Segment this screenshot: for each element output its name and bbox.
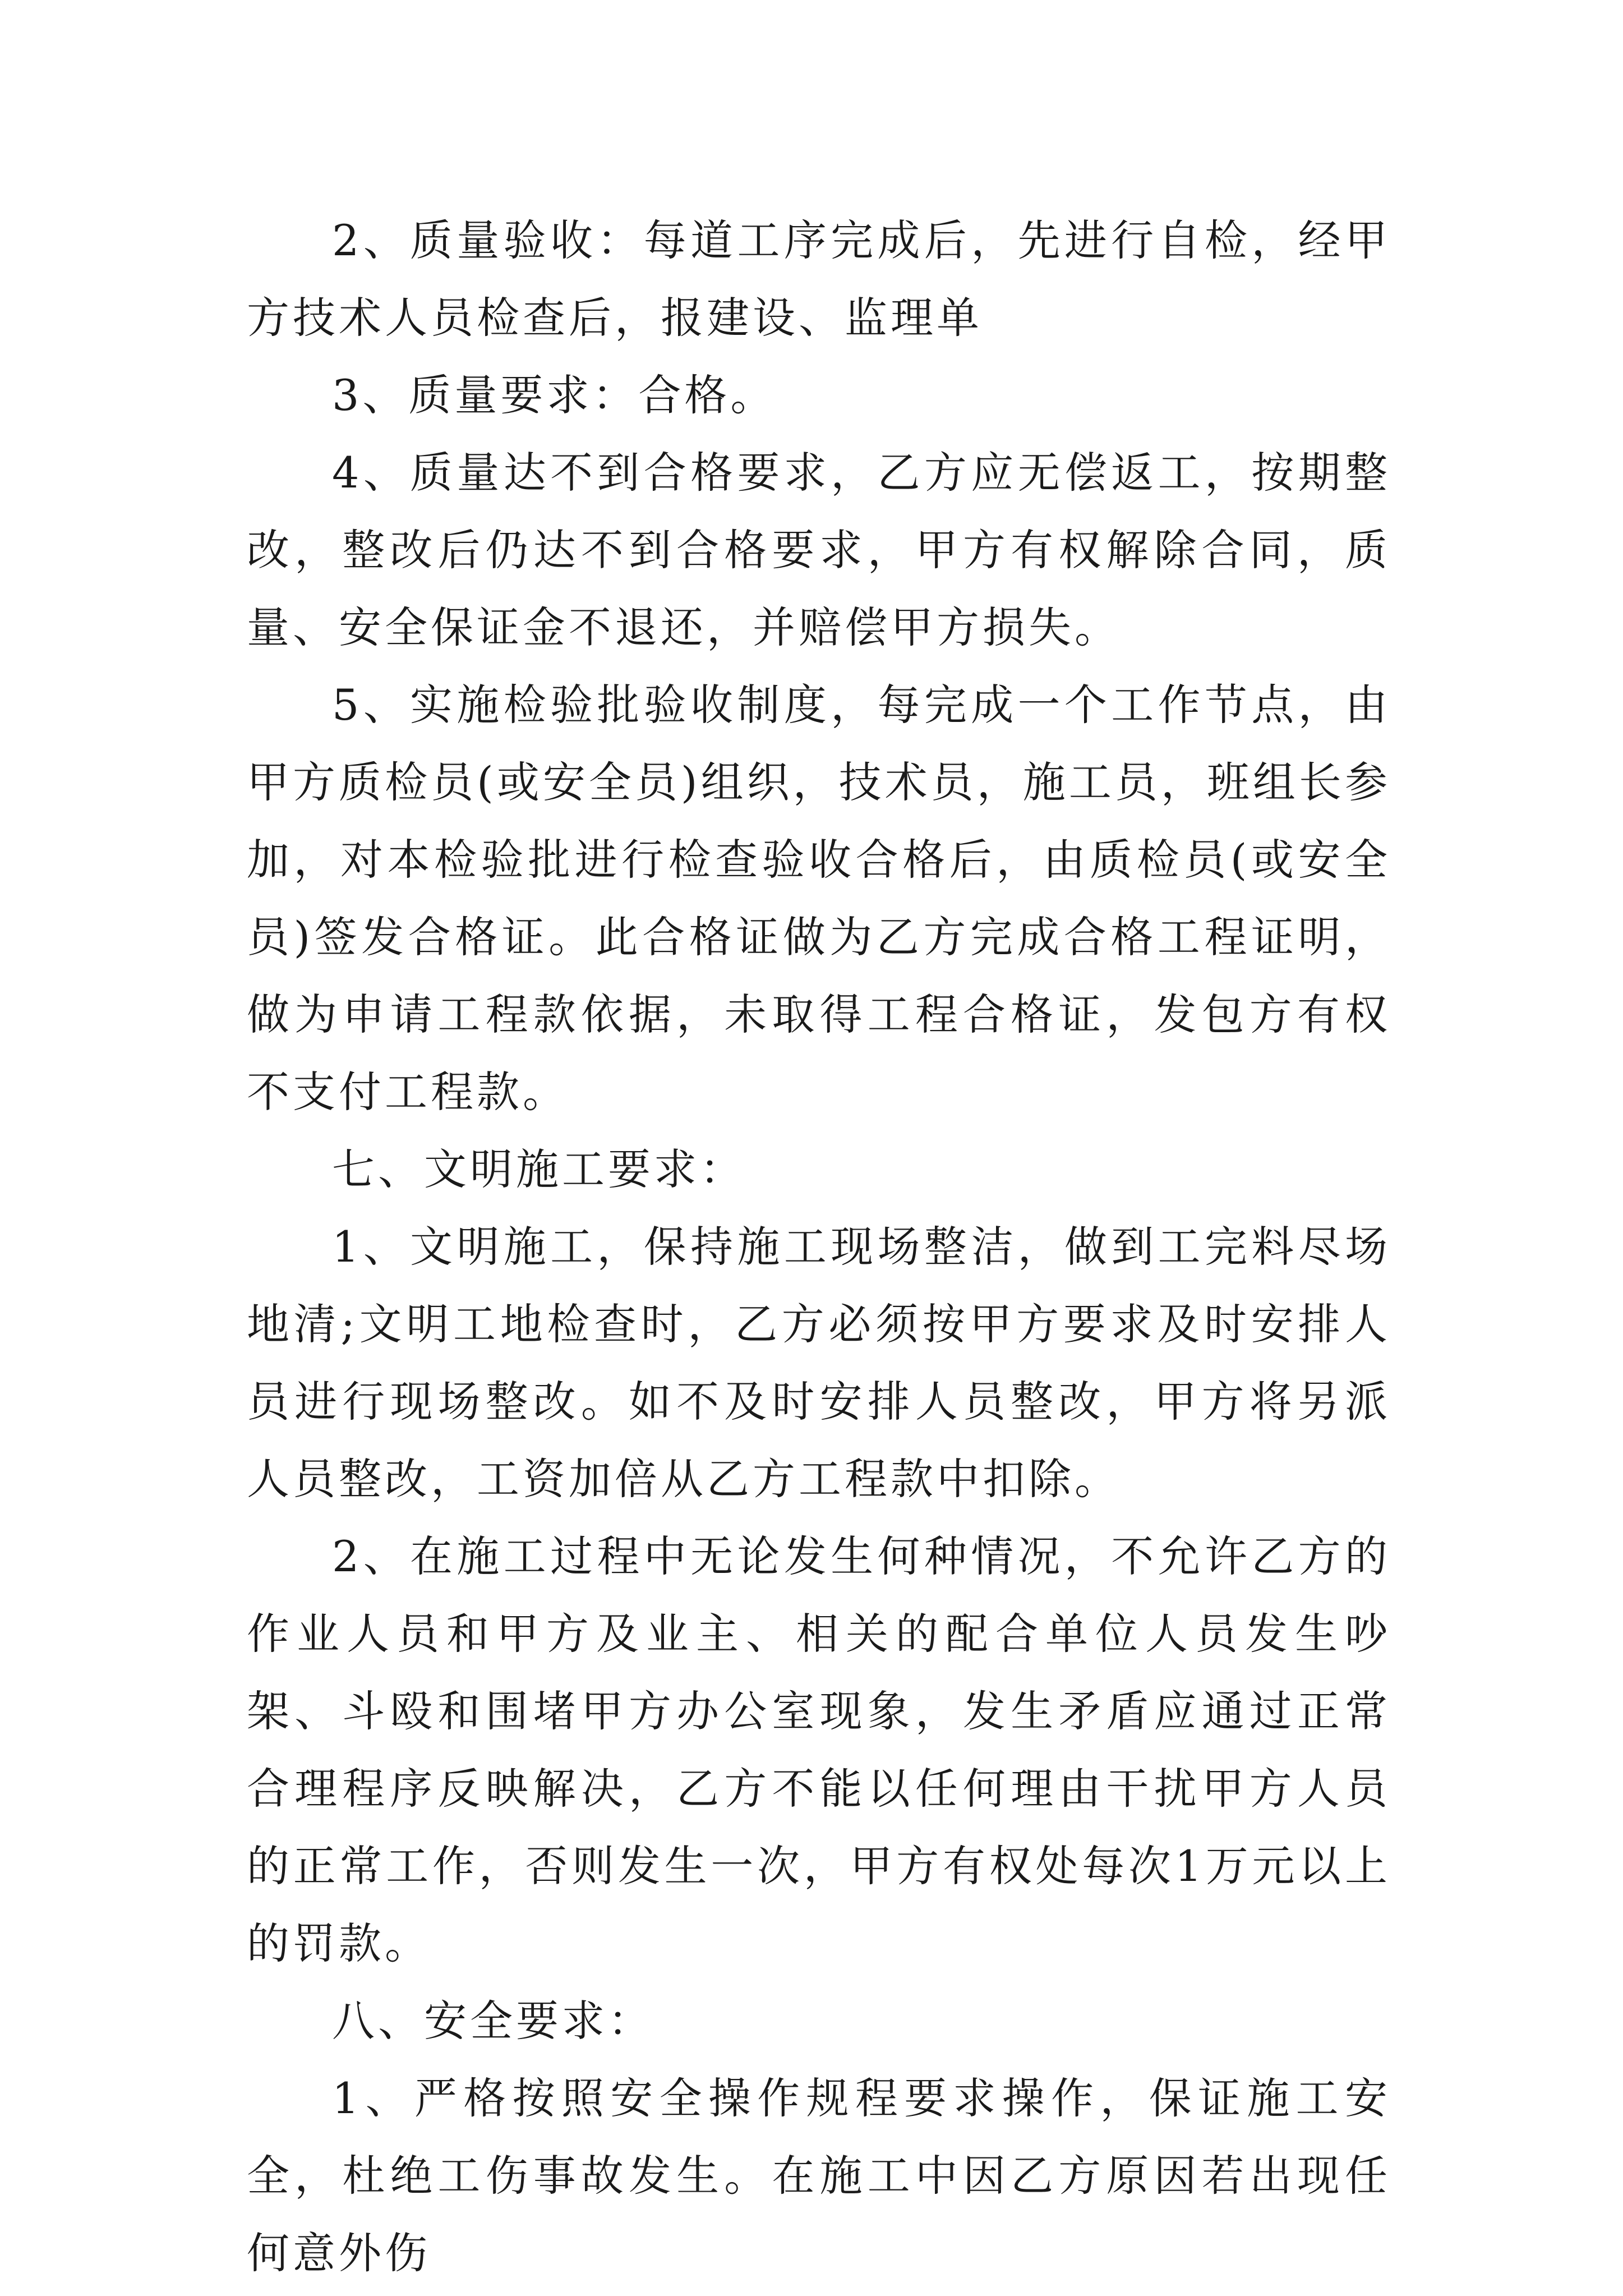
paragraph-conduct: 2、在施工过程中无论发生何种情况，不允许乙方的作业人员和甲方及业主、相关的配合单位人员发生吵架、斗殴和围堵甲方办公室现象，发生矛盾应通过正常合理程序反映解决，乙方不能以任何理由干扰甲方人员的正常工作，否则发生一次，甲方有权处每次1万元以上的罚款。 <box>247 1531 1391 1968</box>
section-heading-safety: 八、安全要求： <box>332 1996 654 2046</box>
paragraph-inspection-batch: 5、实施检验批验收制度，每完成一个工作节点，由甲方质检员(或安全员)组织，技术员，施工员，班组长参加，对本检验批进行检查验收合格后，由质检员(或安全员)签发合格证。此合格证做为乙方完成合格工程证明，做为申请工程款依据，未取得工程合格证，发包方有权不支付工程款。 <box>247 680 1391 1117</box>
paragraph-rework: 4、质量达不到合格要求，乙方应无偿返工，按期整改，整改后仍达不到合格要求，甲方有权解除合同，质量、安全保证金不退还，并赔偿甲方损失。 <box>247 448 1391 652</box>
section-heading-civilized-construction: 七、文明施工要求： <box>332 1144 746 1194</box>
paragraph-quality-requirement: 3、质量要求：合格。 <box>332 370 777 420</box>
paragraph-site-cleanliness: 1、文明施工，保持施工现场整洁，做到工完料尽场地清;文明工地检查时，乙方必须按甲方要求及时安排人员进行现场整改。如不及时安排人员整改，甲方将另派人员整改，工资加倍从乙方工程款中扣除。 <box>247 1222 1391 1504</box>
paragraph-quality-acceptance: 2、质量验收：每道工序完成后，先进行自检，经甲方技术人员检查后，报建设、监理单 <box>247 215 1391 343</box>
paragraph-safety-operation: 1、严格按照安全操作规程要求操作，保证施工安全，杜绝工伤事故发生。在施工中因乙方原因若出现任何意外伤 <box>247 2073 1391 2278</box>
document-body <box>247 202 1391 2292</box>
